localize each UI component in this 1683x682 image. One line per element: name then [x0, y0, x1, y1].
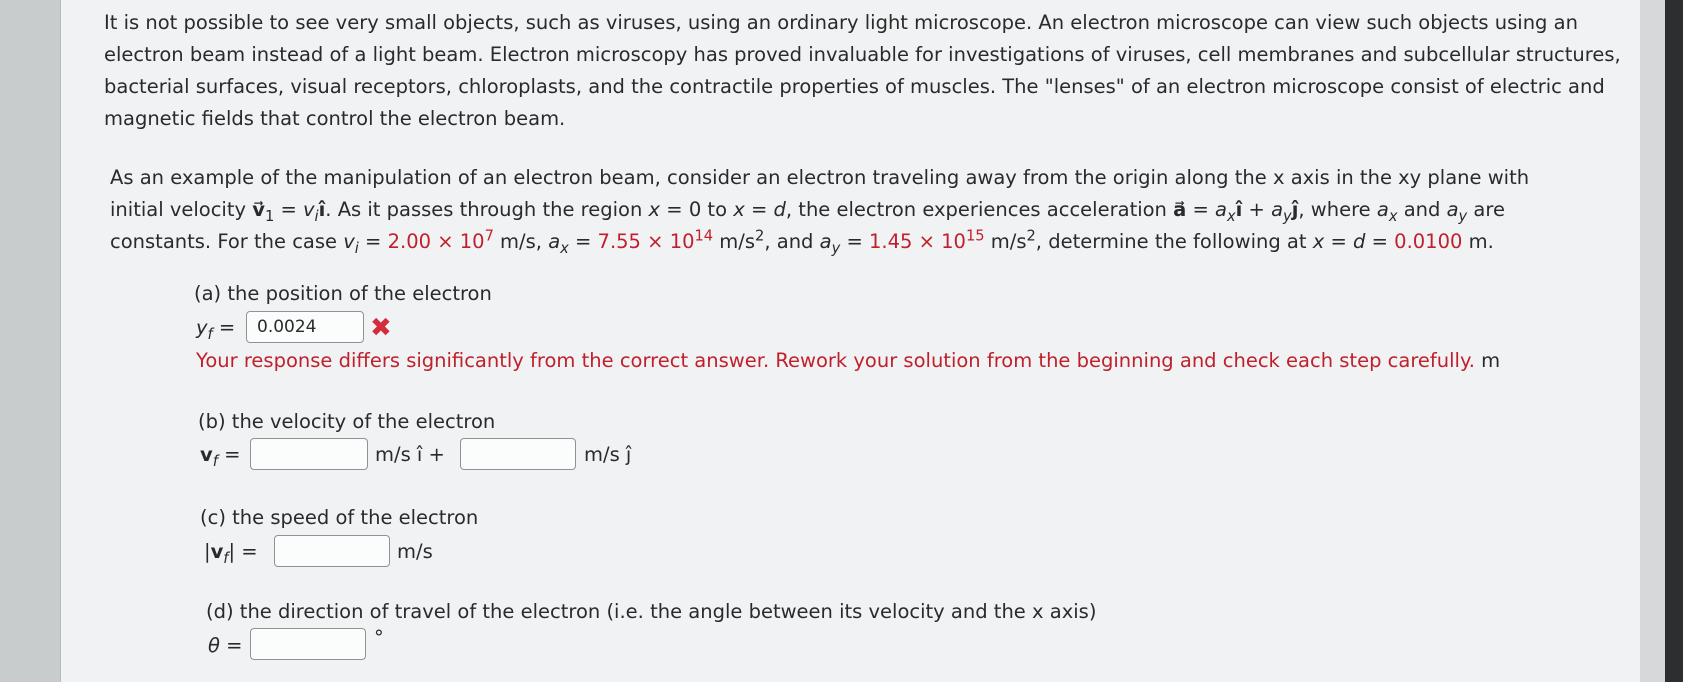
velocity-y-field[interactable] [460, 438, 576, 470]
problem-line-3: constants. For the case $v_i = 2.00 \times 10^7$ m/s, $a_x = 7.55 \times 10^{14}$ $m/s^2$, and $a_y = 1.45 \times 10^{15}$ $m/s^2$, determine the following at x = d = 0.0100 m. [110, 227, 1494, 257]
position-answer-field[interactable]: 0.0024 [246, 311, 364, 343]
velocity-y-unit: m/s ĵ [584, 443, 632, 466]
part-c-equation-label: $|v_f|$ = [204, 540, 258, 567]
degree-unit: ° [374, 626, 384, 649]
part-b-equation-label: $v_f$ = [200, 443, 241, 470]
ax-value: $7.55 \times 10^{14}$ [597, 227, 714, 253]
velocity-x-field[interactable] [250, 438, 368, 470]
problem-line-1: As an example of the manipulation of an electron beam, consider an electron traveling away from the origin along the x axis in the xy plane with [110, 166, 1530, 189]
d-value: 0.0100 [1394, 230, 1463, 253]
speed-unit: m/s [397, 540, 433, 563]
part-a-equation-label: $y_f$ = [196, 316, 236, 343]
angle-answer-field[interactable] [250, 628, 366, 660]
intro-paragraph: It is not possible to see very small objects, such as viruses, using an ordinary light microscope. An electron microscope can view such objects using an electron beam instead of a light beam. Electron microscopy has proved invaluable for investigations of viruses, cell membranes and subcellular structures, bacterial surfaces, visual receptors, chloroplasts, and the contractile properties of muscles. The "lenses" of an electron microscope consist of electric and magnetic fields that control the electron beam. [104, 11, 1621, 130]
wrong-x-icon: ✖ [370, 313, 392, 343]
right-bezel [1640, 0, 1683, 682]
screen-edge [1665, 0, 1683, 682]
part-a-unit: m [1481, 349, 1501, 372]
problem-line-2: initial velocity $v⃗_1$ = $v_iî$. As it passes through the region x = 0 to x = d, the electron experiences acceleration a⃗ = $a_xî$ + $a_yĵ$, where $a_x$ and $a_y$ are [110, 198, 1505, 225]
part-a-label: (a) the position of the electron [194, 282, 492, 305]
part-d-label: (d) the direction of travel of the electron (i.e. the angle between its velocity and the x axis) [206, 600, 1097, 623]
speed-answer-field[interactable] [274, 535, 390, 567]
feedback-message: Your response differs significantly from the correct answer. Rework your solution from the beginning and check each step carefully. m [196, 349, 1501, 372]
vi-value: $2.00 \times 10^7$ [387, 227, 494, 253]
problem-statement [110, 162, 1640, 258]
part-c-label: (c) the speed of the electron [200, 506, 479, 529]
ay-value: $1.45 \times 10^{15}$ [869, 227, 985, 253]
velocity-x-unit: m/s î + [375, 443, 445, 466]
part-b-label: (b) the velocity of the electron [198, 410, 496, 433]
part-d-equation-label: θ = [208, 634, 243, 657]
